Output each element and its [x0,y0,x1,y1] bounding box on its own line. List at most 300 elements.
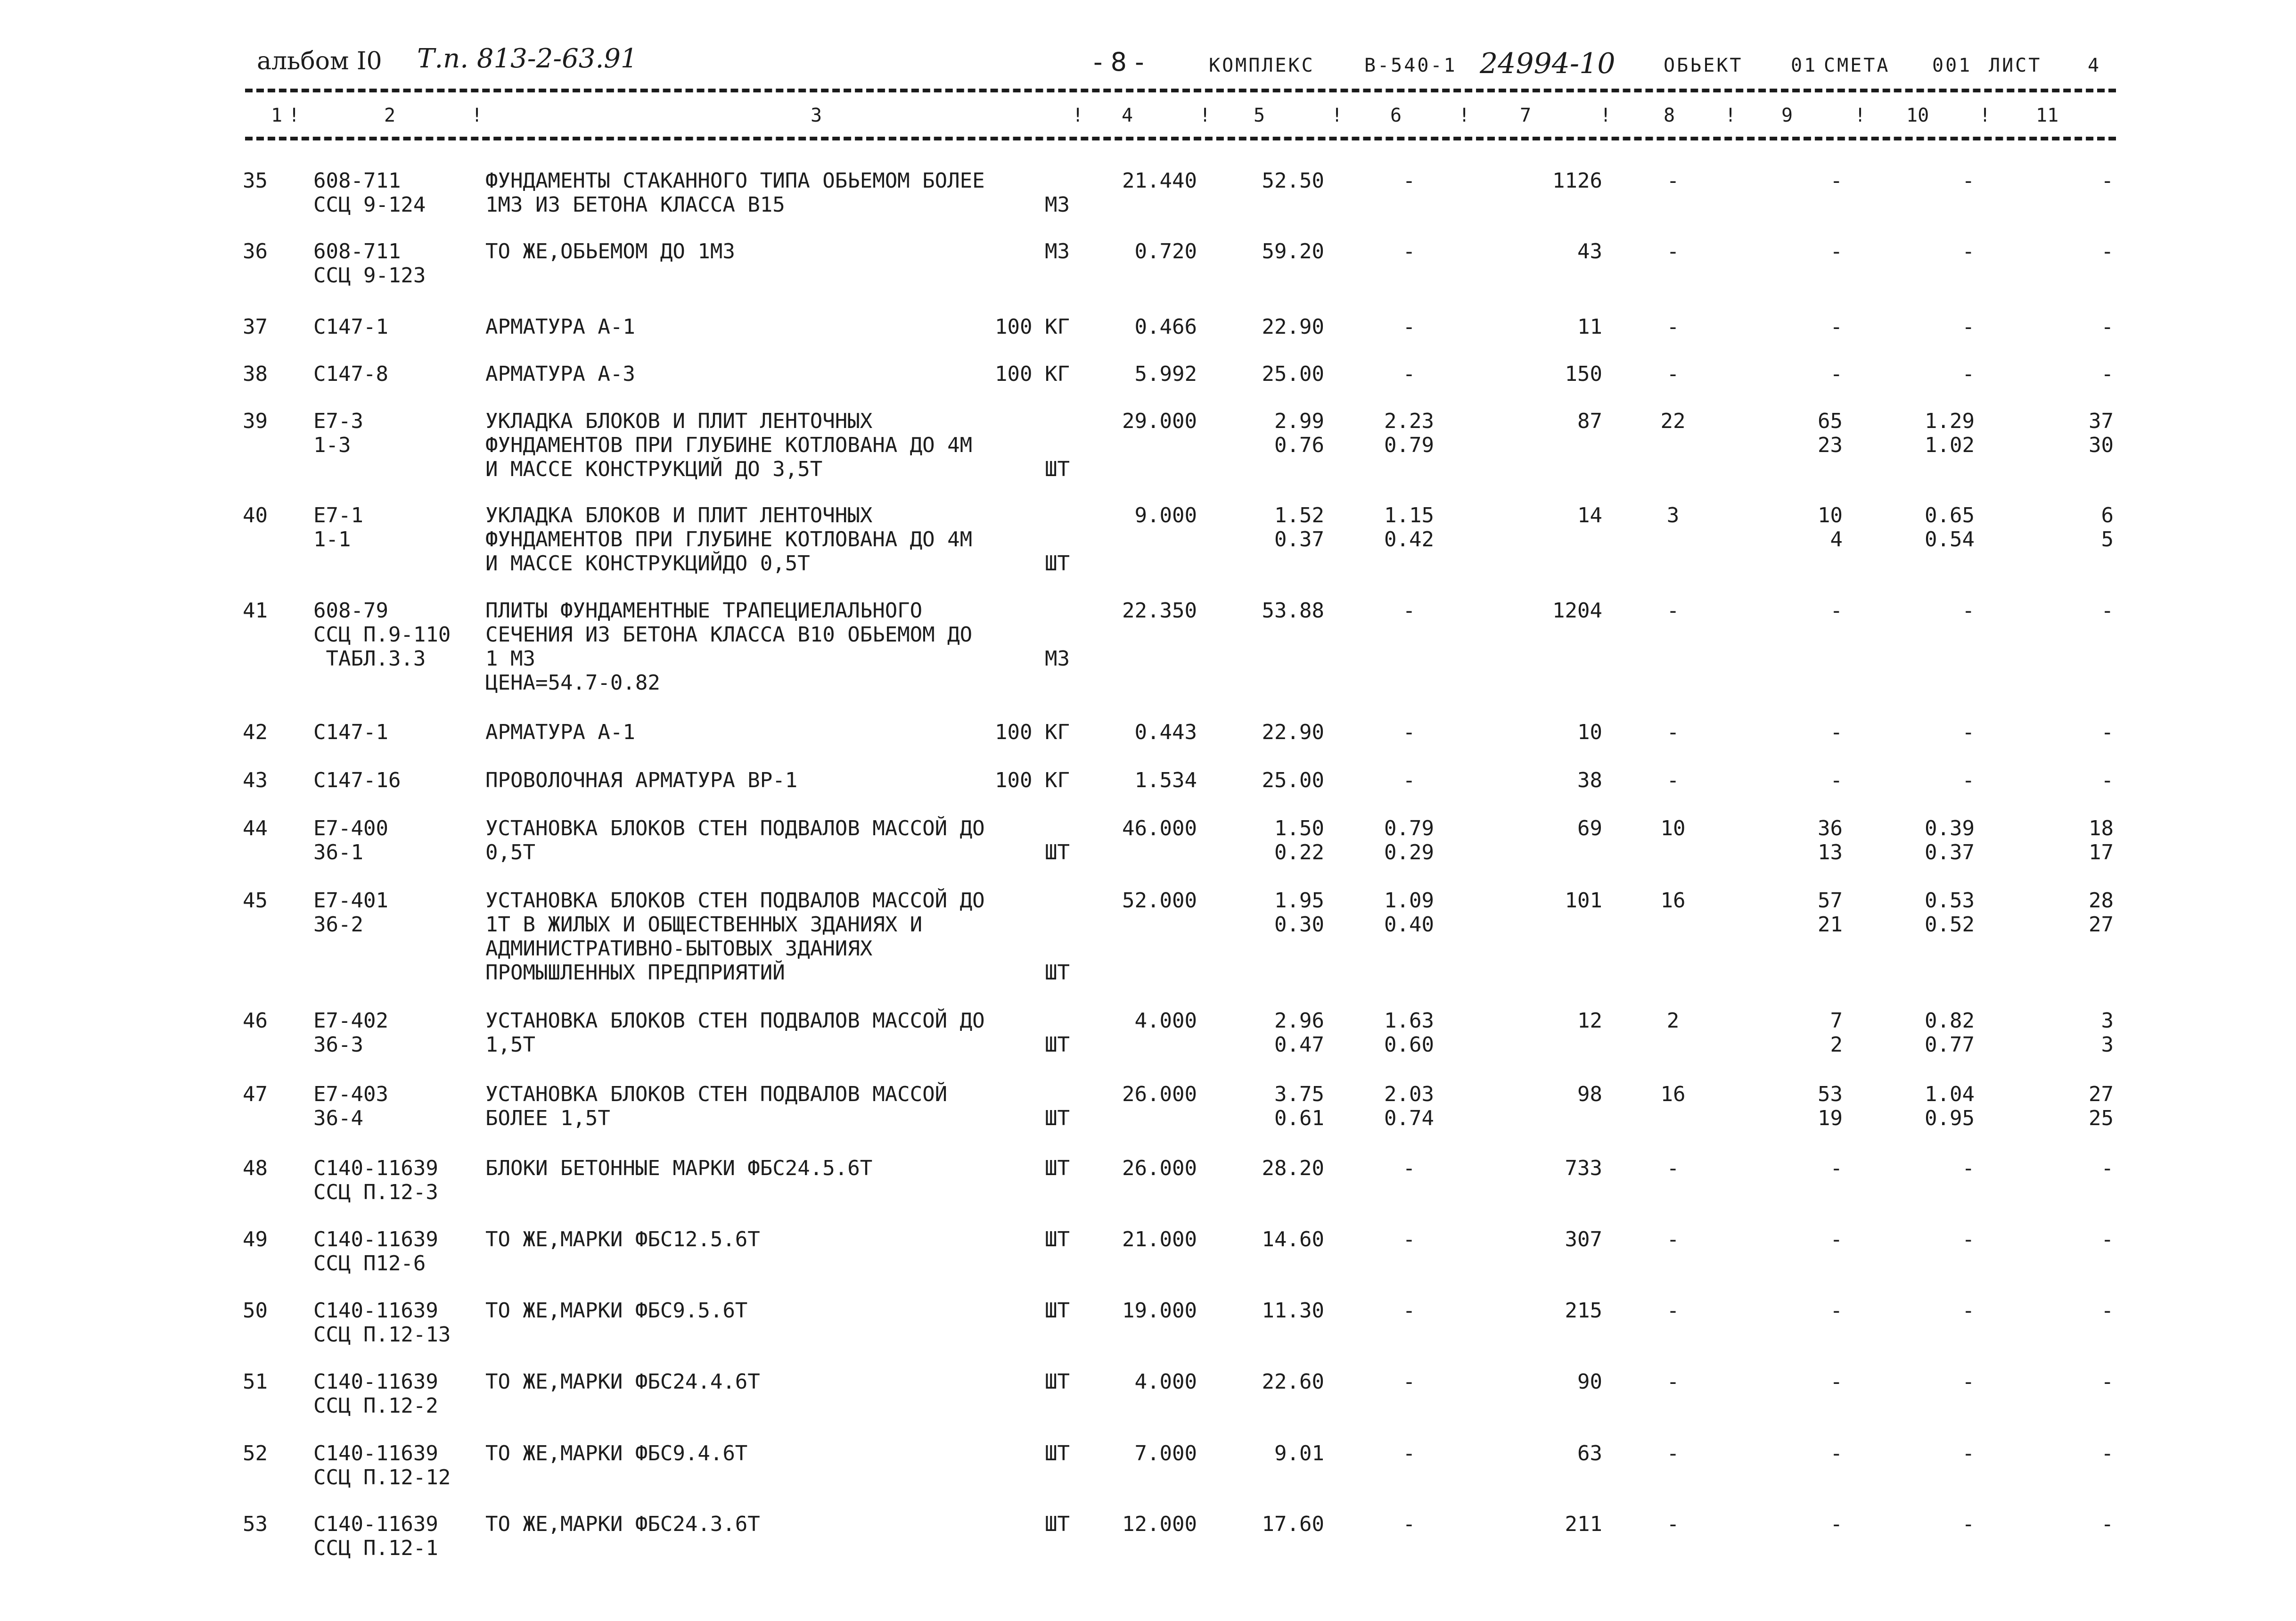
unit-cost-line: 0.61 [1274,1106,1324,1130]
work-description-line: И МАССЕ КОНСТРУКЦИЙДО 0,5Т [485,551,810,576]
labor-unit [1880,1227,1975,1251]
estimate-label: СМЕТА [1824,55,1890,76]
unit-cost [1225,889,1324,937]
unit-wage-cost-line: 0.29 [1384,840,1434,864]
labor-unit [1880,720,1975,744]
labor-unit-line: 0.77 [1925,1033,1975,1057]
machine-cost-line: - [1830,1299,1843,1323]
machine-cost [1744,169,1843,193]
machine-cost-line: - [1830,1512,1843,1536]
rate-code-line: 36-4 [313,1106,363,1130]
complex-code: В-540-1 [1364,55,1457,76]
labor-unit-line: - [1962,239,1975,263]
rate-code-line: С147-8 [313,362,388,386]
labor-unit-line: - [1962,768,1975,792]
labor-total-line: - [2101,239,2114,263]
quantity: 0.443 [1134,720,1197,744]
labor-unit-line: - [1962,315,1975,339]
machine-cost-line: - [1830,169,1843,193]
column-header: 7 [1520,105,1532,126]
machine-cost [1744,362,1843,386]
rate-code [313,1082,388,1130]
rate-code-line: ССЦ П12-6 [313,1251,426,1275]
machine-cost [1744,239,1843,263]
row-number: 39 [243,409,268,433]
labor-total-line: - [2101,315,2114,339]
total-wages: 2 [1666,1009,1680,1033]
machine-cost [1744,1156,1843,1180]
labor-total [1998,1512,2114,1536]
machine-cost-line: - [1830,362,1843,386]
rate-code-line: С140-11639 [313,1441,438,1465]
rate-code-line: ССЦ П.12-2 [313,1394,438,1418]
labor-unit [1880,409,1975,457]
labor-unit [1880,1512,1975,1536]
header-rule-top [245,89,2116,92]
unit-cost [1225,1156,1324,1180]
labor-total-line: 28 [2089,889,2114,913]
total-cost: 733 [1565,1156,1602,1180]
unit-wage-cost-line: - [1402,362,1416,386]
total-wages: - [1666,315,1680,339]
labor-total-line: 6 [2101,503,2114,527]
unit-cost [1225,239,1324,263]
total-wages: 10 [1660,816,1686,840]
total-wages: 16 [1660,1082,1686,1106]
machine-cost-line: 23 [1818,433,1843,457]
rate-code-line: ССЦ П.12-12 [313,1465,451,1489]
rate-code-line: ССЦ 9-123 [313,263,426,288]
unit-wage-cost-line: 1.15 [1384,503,1434,527]
labor-unit [1880,362,1975,386]
unit-cost [1225,1227,1324,1251]
labor-total-line: - [2101,362,2114,386]
work-description-line: ТО ЖЕ,МАРКИ ФБС12.5.6Т [485,1227,760,1251]
rate-code-line: Е7-3 [313,409,363,433]
column-header: 4 [1122,105,1133,126]
labor-total [1998,720,2114,744]
work-description-line: ПРОМЫШЛЕННЫХ ПРЕДПРИЯТИЙ [485,961,785,985]
unit-cost-line: 0.30 [1274,913,1324,937]
quantity: 21.440 [1122,169,1197,193]
column-separator: ! [471,105,483,126]
quantity: 21.000 [1122,1227,1197,1251]
work-description-line: СЕЧЕНИЯ ИЗ БЕТОНА КЛАССА В10 ОБЬЕМОМ ДО [485,623,973,647]
unit-cost [1225,599,1324,623]
rate-code-line: ССЦ П.12-1 [313,1536,438,1560]
column-header: 9 [1781,105,1793,126]
row-number: 50 [243,1299,268,1323]
labor-total-line: - [2101,169,2114,193]
unit-of-measure: М3 [1045,239,1070,263]
total-wages: - [1666,1370,1680,1394]
row-number: 45 [243,889,268,913]
column-header: 8 [1664,105,1675,126]
rate-code [313,720,388,744]
row-number: 37 [243,315,268,339]
rate-code-line: С147-16 [313,768,401,792]
unit-wage-cost-line: - [1402,1227,1416,1251]
rate-code-line: ССЦ П.12-3 [313,1180,438,1204]
work-description-line: И МАССЕ КОНСТРУКЦИЙ ДО 3,5Т [485,457,823,481]
quantity: 7.000 [1134,1441,1197,1465]
total-cost: 98 [1577,1082,1602,1106]
machine-cost [1744,599,1843,623]
labor-unit [1880,768,1975,792]
row-number: 44 [243,816,268,840]
unit-wage-cost [1357,409,1461,457]
labor-total-line: - [2101,1227,2114,1251]
labor-total [1998,816,2114,864]
rate-code [313,599,451,671]
unit-cost [1225,503,1324,551]
header-rule-bottom [245,137,2116,140]
quantity: 9.000 [1134,503,1197,527]
unit-cost-line: 59.20 [1262,239,1324,263]
labor-total-line: 3 [2101,1009,2114,1033]
labor-total-line: - [2101,768,2114,792]
unit-of-measure: ШТ [1045,457,1070,481]
column-separator: ! [1854,105,1866,126]
labor-unit [1880,816,1975,864]
unit-cost-line: 53.88 [1262,599,1324,623]
unit-wage-cost-line: - [1402,1370,1416,1394]
total-wages: - [1666,239,1680,263]
total-cost: 14 [1577,503,1602,527]
rate-code [313,503,363,551]
machine-cost [1744,1009,1843,1057]
column-separator: ! [1600,105,1612,126]
labor-unit-line: - [1962,1227,1975,1251]
labor-total-line: 17 [2089,840,2114,864]
work-description-line: ПРОВОЛОЧНАЯ АРМАТУРА ВР-1 [485,768,798,792]
labor-unit-line: 1.02 [1925,433,1975,457]
album-handwritten-note: Т.п. 813-2-63.91 [417,43,638,74]
total-cost: 69 [1577,816,1602,840]
unit-cost [1225,409,1324,457]
quantity: 5.992 [1134,362,1197,386]
total-cost: 90 [1577,1370,1602,1394]
quantity: 22.350 [1122,599,1197,623]
unit-cost-line: 22.60 [1262,1370,1324,1394]
unit-cost-line: 0.76 [1274,433,1324,457]
page-number: - 8 - [1093,47,1144,77]
unit-cost [1225,1441,1324,1465]
labor-unit [1880,1299,1975,1323]
album-label: альбом I0 [257,47,382,75]
work-description-line: УСТАНОВКА БЛОКОВ СТЕН ПОДВАЛОВ МАССОЙ ДО [485,1009,985,1033]
unit-wage-cost-line: - [1402,239,1416,263]
row-number: 40 [243,503,268,527]
unit-cost [1225,1082,1324,1130]
unit-wage-cost [1357,768,1461,792]
unit-cost-line: 2.96 [1274,1009,1324,1033]
work-description-line: АРМАТУРА А-1 [485,315,635,339]
total-cost: 38 [1577,768,1602,792]
quantity: 0.720 [1134,239,1197,263]
rate-code [313,169,426,217]
labor-unit [1880,1082,1975,1130]
work-description-line: ТО ЖЕ,ОБЬЕМОМ ДО 1М3 [485,239,735,263]
unit-of-measure: ШТ [1045,1227,1070,1251]
total-cost: 10 [1577,720,1602,744]
complex-label: КОМПЛЕКС [1209,55,1315,76]
machine-cost [1744,1082,1843,1130]
labor-unit [1880,1370,1975,1394]
total-cost: 211 [1565,1512,1602,1536]
unit-of-measure: ШТ [1045,1156,1070,1180]
total-wages: - [1666,720,1680,744]
machine-cost-line: - [1830,599,1843,623]
unit-wage-cost [1357,720,1461,744]
labor-unit-line: - [1962,1370,1975,1394]
labor-unit [1880,503,1975,551]
column-header: 3 [811,105,822,126]
unit-wage-cost [1357,816,1461,864]
machine-cost-line: - [1830,1370,1843,1394]
unit-wage-cost [1357,169,1461,193]
unit-of-measure: М3 [1045,647,1070,671]
unit-wage-cost-line: 0.40 [1384,913,1434,937]
row-number: 46 [243,1009,268,1033]
unit-cost-line: 0.37 [1274,527,1324,551]
unit-wage-cost [1357,1009,1461,1057]
labor-unit-line: 0.52 [1925,913,1975,937]
rate-code-line: ССЦ П.9-110 [313,623,451,647]
quantity: 1.534 [1134,768,1197,792]
total-wages: - [1666,1299,1680,1323]
work-description-line: ЦЕНА=54.7-0.82 [485,671,660,695]
unit-cost-line: 1.50 [1274,816,1324,840]
unit-cost [1225,362,1324,386]
labor-total-line: - [2101,1370,2114,1394]
column-separator: ! [1199,105,1211,126]
unit-wage-cost [1357,503,1461,551]
machine-cost-line: - [1830,1441,1843,1465]
quantity: 52.000 [1122,889,1197,913]
work-description-line: УСТАНОВКА БЛОКОВ СТЕН ПОДВАЛОВ МАССОЙ [485,1082,948,1106]
machine-cost-line: 36 [1818,816,1843,840]
rate-code [313,239,426,288]
total-cost: 87 [1577,409,1602,433]
row-number: 47 [243,1082,268,1106]
work-description-line: УКЛАДКА БЛОКОВ И ПЛИТ ЛЕНТОЧНЫХ [485,503,873,527]
machine-cost-line: 57 [1818,889,1843,913]
total-cost: 63 [1577,1441,1602,1465]
unit-of-measure: 100 КГ [995,362,1070,386]
work-description-line: ФУНДАМЕНТОВ ПРИ ГЛУБИНЕ КОТЛОВАНА ДО 4М [485,433,973,457]
machine-cost [1744,1299,1843,1323]
labor-total [1998,1441,2114,1465]
unit-wage-cost [1357,889,1461,937]
rate-code-line: 608-711 [313,239,401,263]
labor-total [1998,768,2114,792]
unit-cost-line: 1.52 [1274,503,1324,527]
total-cost: 11 [1577,315,1602,339]
quantity: 12.000 [1122,1512,1197,1536]
total-wages: - [1666,1227,1680,1251]
labor-total-line: - [2101,1156,2114,1180]
work-description-line: УКЛАДКА БЛОКОВ И ПЛИТ ЛЕНТОЧНЫХ [485,409,873,433]
work-description-line: 1,5Т [485,1033,535,1057]
labor-unit-line: - [1962,1441,1975,1465]
labor-unit-line: - [1962,720,1975,744]
total-cost: 43 [1577,239,1602,263]
unit-wage-cost-line: - [1402,169,1416,193]
rate-code-line: Е7-1 [313,503,363,527]
quantity: 4.000 [1134,1370,1197,1394]
machine-cost-line: 4 [1830,527,1843,551]
work-description-line: ФУНДАМЕНТОВ ПРИ ГЛУБИНЕ КОТЛОВАНА ДО 4М [485,527,973,551]
unit-of-measure: ШТ [1045,1370,1070,1394]
rate-code [313,1370,438,1418]
machine-cost-line: - [1830,1156,1843,1180]
labor-unit-line: - [1962,169,1975,193]
labor-total [1998,169,2114,193]
unit-wage-cost-line: 0.42 [1384,527,1434,551]
sheet-value: 4 [2088,55,2101,76]
rate-code [313,1512,438,1560]
rate-code [313,1156,438,1204]
labor-total-line: 18 [2089,816,2114,840]
column-header: 1 [271,105,283,126]
labor-total [1998,1156,2114,1180]
rate-code-line: 1-3 [313,433,351,457]
machine-cost-line: - [1830,768,1843,792]
unit-cost-line: 1.95 [1274,889,1324,913]
work-description-line: ПЛИТЫ ФУНДАМЕНТНЫЕ ТРАПЕЦИЕЛАЛЬНОГО [485,599,923,623]
work-description-line: 1 М3 [485,647,535,671]
unit-of-measure: ШТ [1045,1106,1070,1130]
labor-total-line: - [2101,1512,2114,1536]
labor-unit-line: - [1962,1512,1975,1536]
machine-cost-line: 21 [1818,913,1843,937]
unit-cost-line: 11.30 [1262,1299,1324,1323]
unit-wage-cost [1357,1156,1461,1180]
rate-code-line: С140-11639 [313,1156,438,1180]
total-cost: 1126 [1552,169,1602,193]
unit-wage-cost [1357,1512,1461,1536]
labor-total-line: 3 [2101,1033,2114,1057]
row-number: 51 [243,1370,268,1394]
unit-cost [1225,720,1324,744]
labor-unit-line: - [1962,1299,1975,1323]
unit-wage-cost-line: 1.63 [1384,1009,1434,1033]
labor-unit [1880,169,1975,193]
rate-code-line: Е7-400 [313,816,388,840]
machine-cost [1744,816,1843,864]
unit-of-measure: ШТ [1045,961,1070,985]
work-description-line: 0,5Т [485,840,535,864]
unit-wage-cost-line: - [1402,720,1416,744]
column-header: 5 [1254,105,1265,126]
machine-cost-line: 13 [1818,840,1843,864]
unit-cost-line: 25.00 [1262,768,1324,792]
labor-total [1998,889,2114,937]
unit-wage-cost-line: - [1402,1156,1416,1180]
column-separator: ! [288,105,300,126]
work-description-line: УСТАНОВКА БЛОКОВ СТЕН ПОДВАЛОВ МАССОЙ ДО [485,816,985,840]
work-description-line: БОЛЕЕ 1,5Т [485,1106,610,1130]
labor-total [1998,315,2114,339]
unit-cost-line: 0.47 [1274,1033,1324,1057]
rate-code [313,1227,438,1275]
total-wages: 22 [1660,409,1686,433]
rate-code-line: Е7-401 [313,889,388,913]
machine-cost-line: - [1830,239,1843,263]
machine-cost-line: 53 [1818,1082,1843,1106]
rate-code-line: 36-2 [313,913,363,937]
work-description-line: 1М3 ИЗ БЕТОНА КЛАССА В15 [485,193,785,217]
object-value: 01 [1791,55,1818,76]
work-description-line: ТО ЖЕ,МАРКИ ФБС24.4.6Т [485,1370,760,1394]
unit-of-measure: 100 КГ [995,768,1070,792]
labor-unit-line: 0.53 [1925,889,1975,913]
machine-cost-line: 7 [1830,1009,1843,1033]
labor-unit-line: 0.82 [1925,1009,1975,1033]
machine-cost-line: - [1830,1227,1843,1251]
labor-unit [1880,889,1975,937]
rate-code-line: Е7-403 [313,1082,388,1106]
object-label: ОБЬЕКТ [1664,55,1743,76]
row-number: 42 [243,720,268,744]
unit-wage-cost [1357,599,1461,623]
unit-cost [1225,315,1324,339]
unit-cost-line: 17.60 [1262,1512,1324,1536]
unit-cost [1225,1299,1324,1323]
unit-cost [1225,816,1324,864]
machine-cost [1744,409,1843,457]
unit-of-measure: 100 КГ [995,720,1070,744]
unit-cost-line: 0.22 [1274,840,1324,864]
total-wages: - [1666,768,1680,792]
rate-code-line: С147-1 [313,720,388,744]
labor-total-line: 5 [2101,527,2114,551]
unit-cost-line: 22.90 [1262,315,1324,339]
estimate-value: 001 [1932,55,1972,76]
rate-code-line: С140-11639 [313,1227,438,1251]
labor-unit-line: - [1962,1156,1975,1180]
labor-total [1998,1370,2114,1394]
rate-code-line: 36-1 [313,840,363,864]
row-number: 41 [243,599,268,623]
machine-cost-line: 19 [1818,1106,1843,1130]
unit-of-measure: ШТ [1045,1299,1070,1323]
quantity: 29.000 [1122,409,1197,433]
work-description-line: АДМИНИСТРАТИВНО-БЫТОВЫХ ЗДАНИЯХ [485,937,873,961]
total-wages: - [1666,1156,1680,1180]
labor-unit [1880,1441,1975,1465]
labor-total [1998,239,2114,263]
labor-total-line: 27 [2089,913,2114,937]
unit-cost [1225,768,1324,792]
complex-handwritten-note: 24994-10 [1480,47,1615,80]
rate-code [313,889,388,937]
unit-of-measure: ШТ [1045,1033,1070,1057]
total-cost: 1204 [1552,599,1602,623]
column-header: 2 [384,105,396,126]
unit-of-measure: ШТ [1045,551,1070,576]
machine-cost [1744,1512,1843,1536]
unit-of-measure: ШТ [1045,840,1070,864]
rate-code [313,768,401,792]
unit-cost-line: 14.60 [1262,1227,1324,1251]
work-description-line: УСТАНОВКА БЛОКОВ СТЕН ПОДВАЛОВ МАССОЙ ДО [485,889,985,913]
labor-unit-line: 1.04 [1925,1082,1975,1106]
rate-code-line: 1-1 [313,527,351,551]
unit-of-measure: М3 [1045,193,1070,217]
unit-cost-line: 25.00 [1262,362,1324,386]
